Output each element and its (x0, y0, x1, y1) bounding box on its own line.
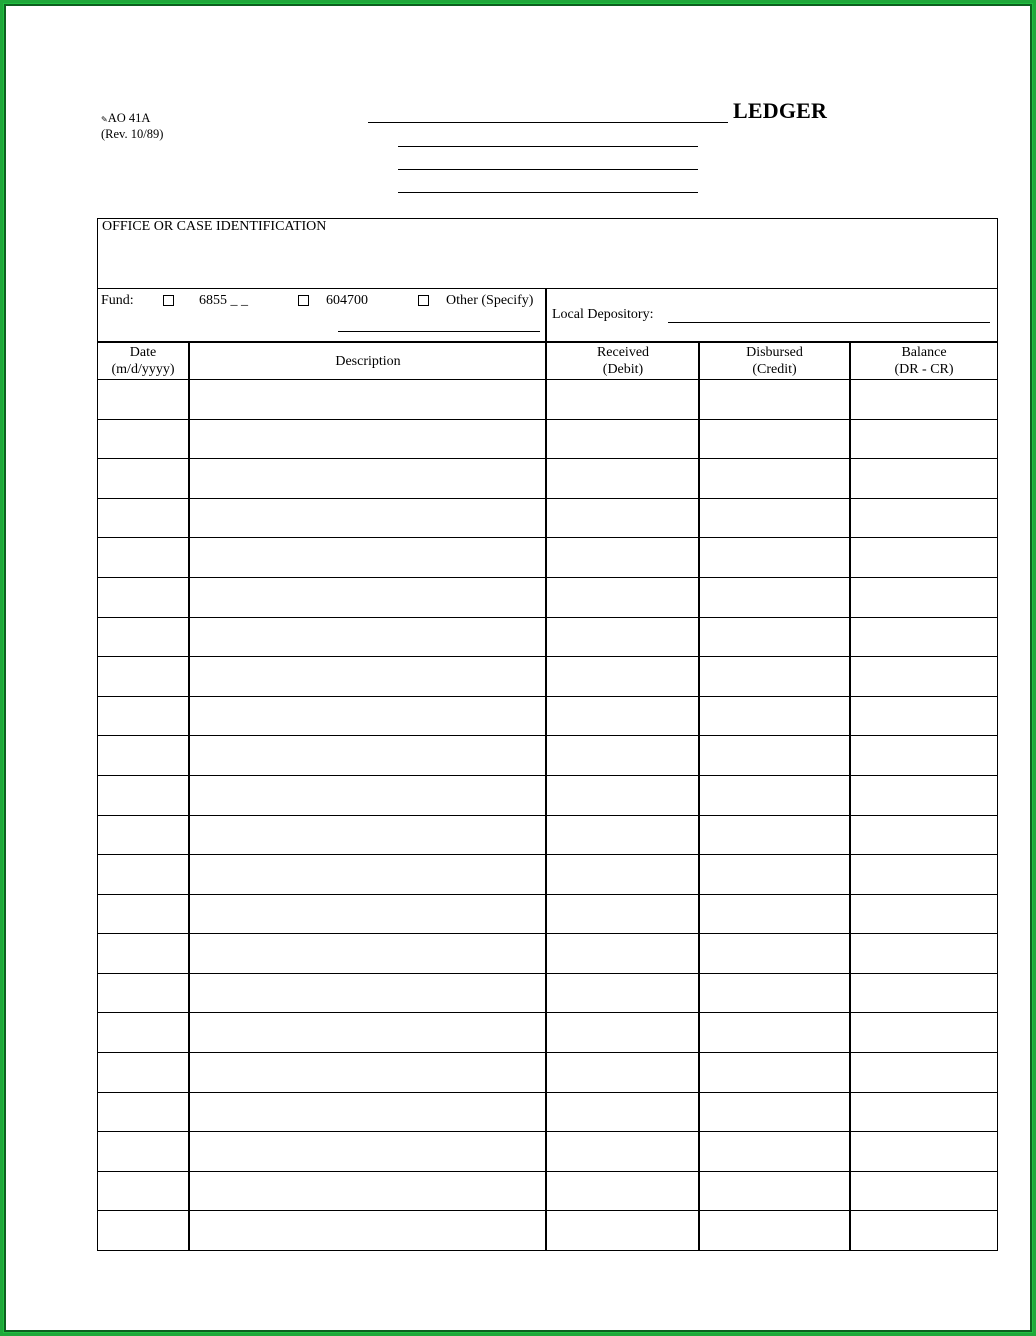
cell-disbursed[interactable] (700, 460, 850, 497)
cell-date[interactable] (99, 539, 189, 576)
cell-description[interactable] (190, 1054, 546, 1091)
cell-disbursed[interactable] (700, 698, 850, 735)
cell-disbursed[interactable] (700, 935, 850, 972)
cell-received[interactable] (547, 856, 699, 893)
row-line (97, 973, 998, 974)
office-case-label: OFFICE OR CASE IDENTIFICATION (102, 219, 327, 234)
local-depository-label: Local Depository: (552, 307, 654, 322)
col-header-balance-line1: Balance (901, 345, 947, 360)
cell-balance[interactable] (851, 777, 997, 814)
col-header-date-line2: (m/d/yyyy) (111, 362, 175, 377)
row-line (97, 854, 998, 855)
cell-balance[interactable] (851, 381, 997, 418)
cell-disbursed[interactable] (700, 1133, 850, 1170)
cell-disbursed[interactable] (700, 777, 850, 814)
cell-disbursed[interactable] (700, 579, 850, 616)
cell-date[interactable] (99, 658, 189, 695)
cell-balance[interactable] (851, 658, 997, 695)
row-line (97, 775, 998, 776)
cell-date[interactable] (99, 856, 189, 893)
cell-received[interactable] (547, 935, 699, 972)
cell-description[interactable] (190, 777, 546, 814)
row-line (97, 735, 998, 736)
col-header-received-line2: (Debit) (602, 362, 644, 377)
cell-date[interactable] (99, 1173, 189, 1210)
cell-balance[interactable] (851, 460, 997, 497)
cell-received[interactable] (547, 777, 699, 814)
row-line (97, 537, 998, 538)
cell-date[interactable] (99, 1014, 189, 1051)
cell-balance[interactable] (851, 539, 997, 576)
cell-date[interactable] (99, 579, 189, 616)
cell-balance[interactable] (851, 935, 997, 972)
cell-disbursed[interactable] (700, 658, 850, 695)
cell-description[interactable] (190, 1133, 546, 1170)
cell-date[interactable] (99, 737, 189, 774)
cell-disbursed[interactable] (700, 500, 850, 537)
cell-balance[interactable] (851, 1094, 997, 1131)
col-header-disbursed-line2: (Credit) (752, 362, 797, 377)
cell-description[interactable] (190, 737, 546, 774)
cell-description[interactable] (190, 658, 546, 695)
col-header-disbursed-line1: Disbursed (746, 345, 803, 360)
cell-description[interactable] (190, 421, 546, 458)
cell-description[interactable] (190, 460, 546, 497)
cell-received[interactable] (547, 698, 699, 735)
cell-description[interactable] (190, 1212, 546, 1249)
cell-balance[interactable] (851, 856, 997, 893)
ledger-subline-1[interactable] (398, 146, 698, 147)
cell-date[interactable] (99, 619, 189, 656)
cell-description[interactable] (190, 539, 546, 576)
cell-balance[interactable] (851, 737, 997, 774)
row-line (97, 498, 998, 499)
fund-other-specify-line[interactable] (338, 331, 540, 332)
cell-received[interactable] (547, 619, 699, 656)
cell-date[interactable] (99, 381, 189, 418)
cell-date[interactable] (99, 975, 189, 1012)
cell-description[interactable] (190, 856, 546, 893)
cell-received[interactable] (547, 737, 699, 774)
cell-received[interactable] (547, 381, 699, 418)
table-top-rule (97, 341, 998, 343)
row-line (97, 617, 998, 618)
cell-description[interactable] (190, 817, 546, 854)
cell-date[interactable] (99, 1133, 189, 1170)
ledger-name-line[interactable] (368, 122, 728, 123)
cell-received[interactable] (547, 500, 699, 537)
col-header-received-line1: Received (596, 345, 650, 360)
cell-date[interactable] (99, 777, 189, 814)
fund-other-label: Other (Specify) (446, 293, 534, 308)
col-header-received (548, 344, 698, 378)
cell-disbursed[interactable] (700, 1014, 850, 1051)
col-header-balance (851, 344, 997, 378)
ledger-title: LEDGER (733, 98, 828, 123)
row-line (97, 458, 998, 459)
cell-received[interactable] (547, 1133, 699, 1170)
col-header-description-line1: Description (335, 354, 401, 369)
fund-depository-divider (545, 288, 547, 342)
fund-604700-label: 604700 (326, 293, 368, 308)
row-line (97, 1052, 998, 1053)
cell-disbursed[interactable] (700, 1173, 850, 1210)
cell-balance[interactable] (851, 1133, 997, 1170)
office-divider (97, 288, 998, 289)
cell-received[interactable] (547, 539, 699, 576)
col-header-disbursed (700, 344, 849, 378)
cell-received[interactable] (547, 579, 699, 616)
cell-received[interactable] (547, 975, 699, 1012)
cell-balance[interactable] (851, 1014, 997, 1051)
row-line (97, 656, 998, 657)
fund-other-checkbox[interactable] (418, 295, 429, 306)
ledger-subline-3[interactable] (398, 192, 698, 193)
cell-date[interactable] (99, 1094, 189, 1131)
cell-disbursed[interactable] (700, 421, 850, 458)
row-line (97, 1092, 998, 1093)
row-line (97, 1012, 998, 1013)
cell-received[interactable] (547, 817, 699, 854)
row-line (97, 815, 998, 816)
col-header-date-line1: Date (129, 345, 157, 360)
cell-disbursed[interactable] (700, 975, 850, 1012)
cell-received[interactable] (547, 1094, 699, 1131)
cell-received[interactable] (547, 1054, 699, 1091)
form-revision: (Rev. 10/89) (101, 127, 164, 141)
cell-disbursed[interactable] (700, 737, 850, 774)
cell-received[interactable] (547, 658, 699, 695)
cell-disbursed[interactable] (700, 896, 850, 933)
cell-balance[interactable] (851, 1173, 997, 1210)
cell-date[interactable] (99, 698, 189, 735)
form-id-label: AO 41A (107, 111, 151, 125)
row-line (97, 1131, 998, 1132)
row-line (97, 419, 998, 420)
cell-description[interactable] (190, 975, 546, 1012)
cell-disbursed[interactable] (700, 619, 850, 656)
cell-balance[interactable] (851, 698, 997, 735)
cell-received[interactable] (547, 896, 699, 933)
col-header-description (190, 353, 546, 370)
form-identifier (101, 111, 163, 142)
cell-disbursed[interactable] (700, 817, 850, 854)
cell-disbursed[interactable] (700, 1094, 850, 1131)
cell-received[interactable] (547, 460, 699, 497)
cell-balance[interactable] (851, 500, 997, 537)
fund-6855-checkbox[interactable] (163, 295, 174, 306)
cell-description[interactable] (190, 1173, 546, 1210)
cell-received[interactable] (547, 421, 699, 458)
cell-description[interactable] (190, 1094, 546, 1131)
cell-balance[interactable] (851, 421, 997, 458)
cell-balance[interactable] (851, 619, 997, 656)
cell-disbursed[interactable] (700, 1212, 850, 1249)
fund-6855-label: 6855 _ _ (199, 293, 248, 308)
row-line (97, 1210, 998, 1211)
cell-description[interactable] (190, 619, 546, 656)
local-depository-field[interactable] (668, 322, 990, 323)
cell-balance[interactable] (851, 817, 997, 854)
row-line (97, 696, 998, 697)
cell-balance[interactable] (851, 896, 997, 933)
cell-balance[interactable] (851, 1212, 997, 1249)
form-mark-icon: ✎ (101, 115, 108, 124)
cell-description[interactable] (190, 579, 546, 616)
cell-description[interactable] (190, 935, 546, 972)
cell-date[interactable] (99, 935, 189, 972)
cell-date[interactable] (99, 896, 189, 933)
row-line (97, 577, 998, 578)
office-case-field[interactable] (100, 238, 995, 286)
cell-balance[interactable] (851, 1054, 997, 1091)
cell-date[interactable] (99, 817, 189, 854)
cell-balance[interactable] (851, 579, 997, 616)
cell-received[interactable] (547, 1173, 699, 1210)
cell-description[interactable] (190, 500, 546, 537)
col-header-balance-line2: (DR - CR) (894, 362, 954, 377)
cell-disbursed[interactable] (700, 539, 850, 576)
row-line (97, 1171, 998, 1172)
col-header-date (99, 344, 187, 378)
cell-balance[interactable] (851, 975, 997, 1012)
cell-disbursed[interactable] (700, 1054, 850, 1091)
cell-disbursed[interactable] (700, 856, 850, 893)
fund-604700-checkbox[interactable] (298, 295, 309, 306)
row-line (97, 379, 998, 380)
row-line (97, 933, 998, 934)
cell-description[interactable] (190, 896, 546, 933)
cell-received[interactable] (547, 1014, 699, 1051)
cell-date[interactable] (99, 1212, 189, 1249)
cell-received[interactable] (547, 1212, 699, 1249)
cell-date[interactable] (99, 460, 189, 497)
cell-date[interactable] (99, 421, 189, 458)
ledger-subline-2[interactable] (398, 169, 698, 170)
cell-description[interactable] (190, 1014, 546, 1051)
cell-date[interactable] (99, 1054, 189, 1091)
cell-description[interactable] (190, 381, 546, 418)
fund-label: Fund: (101, 293, 134, 308)
cell-date[interactable] (99, 500, 189, 537)
cell-description[interactable] (190, 698, 546, 735)
row-line (97, 894, 998, 895)
cell-disbursed[interactable] (700, 381, 850, 418)
